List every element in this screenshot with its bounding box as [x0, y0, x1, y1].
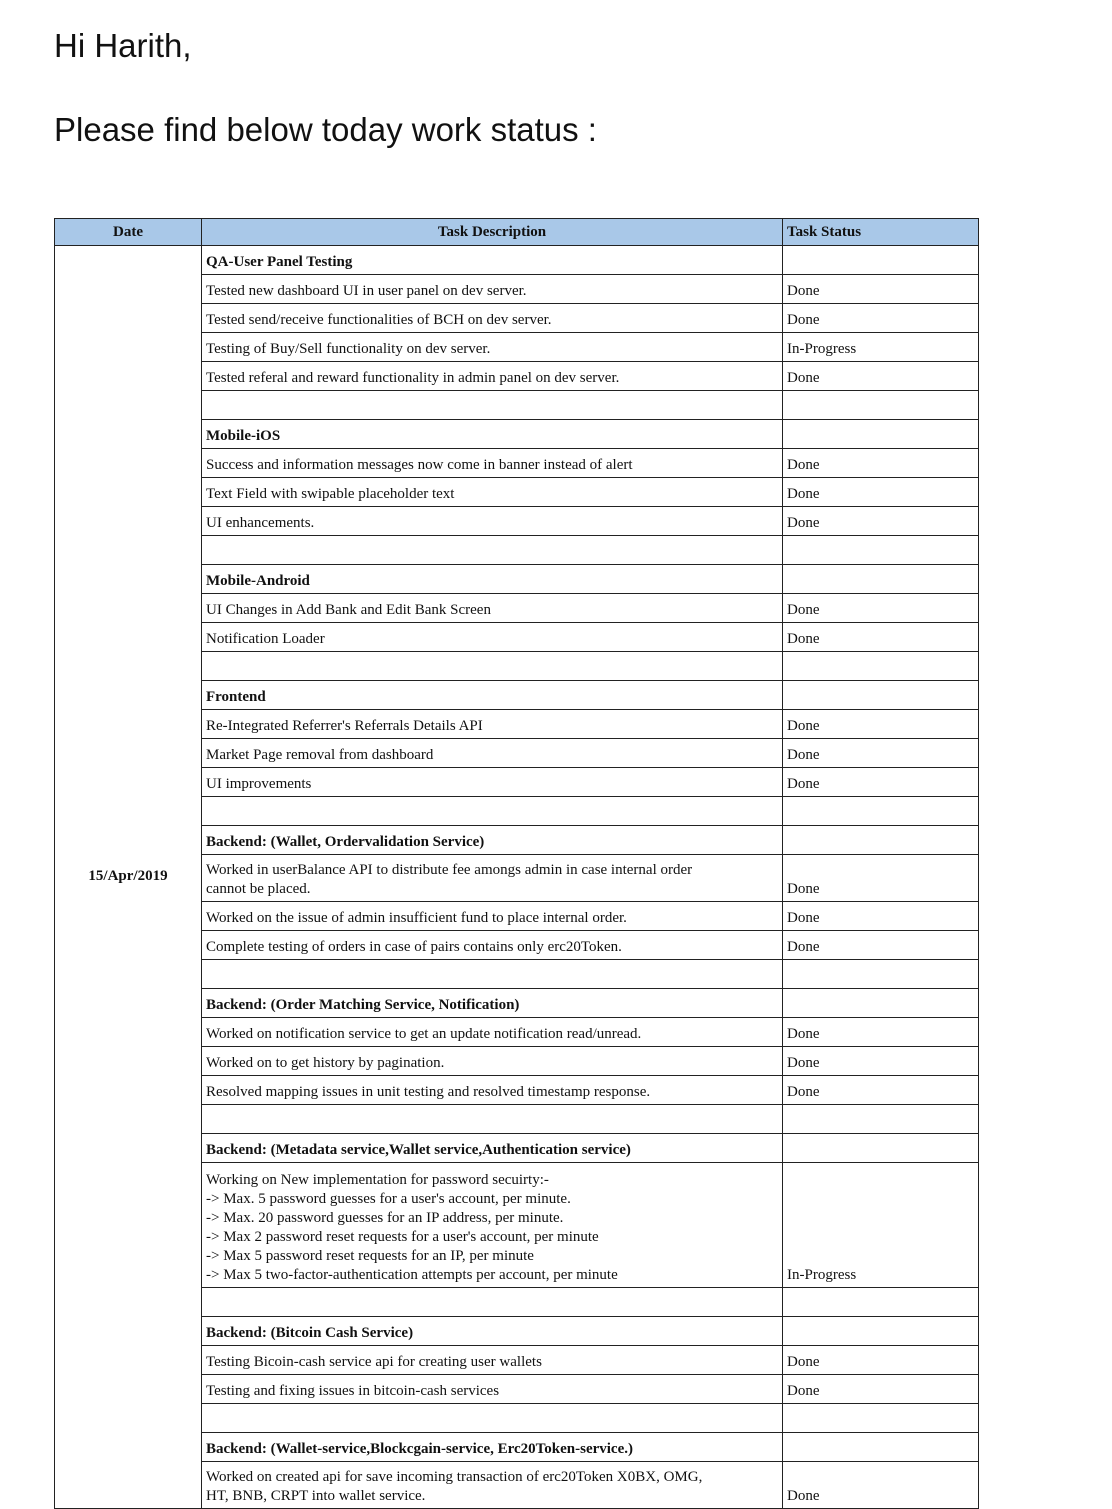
section-heading: QA-User Panel Testing — [202, 246, 783, 275]
section-heading-row — [55, 246, 979, 275]
task-description: Worked on to get history by pagination. — [202, 1047, 783, 1076]
task-description: UI improvements — [202, 768, 783, 797]
task-status — [783, 1404, 979, 1433]
task-description — [202, 960, 783, 989]
task-status: Done — [783, 304, 979, 333]
task-status: Done — [783, 275, 979, 304]
task-status — [783, 960, 979, 989]
task-status: Done — [783, 1462, 979, 1509]
task-status: Done — [783, 1346, 979, 1375]
section-heading: Backend: (Bitcoin Cash Service) — [202, 1317, 783, 1346]
task-description — [202, 391, 783, 420]
section-heading: Frontend — [202, 681, 783, 710]
task-status — [783, 420, 979, 449]
task-status — [783, 391, 979, 420]
task-description: Worked on notification service to get an update notification read/unread. — [202, 1018, 783, 1047]
task-status: Done — [783, 931, 979, 960]
task-status — [783, 1134, 979, 1163]
task-status — [783, 246, 979, 275]
task-description: Testing Bicoin-cash service api for creating user wallets — [202, 1346, 783, 1375]
task-description — [202, 1105, 783, 1134]
task-description — [202, 536, 783, 565]
task-status: Done — [783, 478, 979, 507]
task-status — [783, 1433, 979, 1462]
task-status: Done — [783, 1047, 979, 1076]
task-status: Done — [783, 594, 979, 623]
intro-text: Please find below today work status : — [54, 111, 597, 148]
task-description: UI Changes in Add Bank and Edit Bank Screen — [202, 594, 783, 623]
task-status: Done — [783, 710, 979, 739]
task-status — [783, 826, 979, 855]
task-description: Resolved mapping issues in unit testing and resolved timestamp response. — [202, 1076, 783, 1105]
task-status: Done — [783, 768, 979, 797]
task-description — [202, 1404, 783, 1433]
task-description — [202, 652, 783, 681]
header-task-description: Task Description — [202, 219, 783, 246]
task-status — [783, 565, 979, 594]
task-description: Working on New implementation for password secuirty:- -> Max. 5 password guesses for a user's account, per minute. -> Max. 20 password guesses for an IP address, per minute. -> Max 2 password reset requests for a user's account, per minute -> Max 5 password reset requests for an IP, per minute -> Max 5 two-factor-authentication attempts per account, per minute — [202, 1163, 783, 1288]
task-status: Done — [783, 362, 979, 391]
task-description: Success and information messages now come in banner instead of alert — [202, 449, 783, 478]
task-status: Done — [783, 902, 979, 931]
task-description: Re-Integrated Referrer's Referrals Details API — [202, 710, 783, 739]
task-status: In-Progress — [783, 333, 979, 362]
task-description: Worked on created api for save incoming transaction of erc20Token X0BX, OMG, HT, BNB, CRPT into wallet service. — [202, 1462, 783, 1509]
section-heading: Backend: (Wallet, Ordervalidation Service) — [202, 826, 783, 855]
task-description: Tested new dashboard UI in user panel on dev server. — [202, 275, 783, 304]
task-description: UI enhancements. — [202, 507, 783, 536]
task-description: Complete testing of orders in case of pairs contains only erc20Token. — [202, 931, 783, 960]
task-description: Worked in userBalance API to distribute fee amongs admin in case internal order cannot be placed. — [202, 855, 783, 902]
task-status — [783, 989, 979, 1018]
date-cell: 15/Apr/2019 — [55, 246, 202, 1509]
task-status: Done — [783, 1018, 979, 1047]
table-header-row — [55, 219, 979, 246]
section-heading: Backend: (Metadata service,Wallet service,Authentication service) — [202, 1134, 783, 1163]
header-task-status: Task Status — [783, 219, 979, 246]
task-status — [783, 1288, 979, 1317]
task-description — [202, 797, 783, 826]
task-description: Worked on the issue of admin insufficient fund to place internal order. — [202, 902, 783, 931]
section-heading: Mobile-iOS — [202, 420, 783, 449]
task-status — [783, 797, 979, 826]
section-heading: Backend: (Order Matching Service, Notification) — [202, 989, 783, 1018]
task-status: Done — [783, 1375, 979, 1404]
table-body — [55, 246, 979, 1509]
task-description: Testing of Buy/Sell functionality on dev server. — [202, 333, 783, 362]
task-status: Done — [783, 855, 979, 902]
task-description — [202, 1288, 783, 1317]
task-status: Done — [783, 1076, 979, 1105]
work-status-table — [54, 218, 979, 1509]
task-status — [783, 536, 979, 565]
task-description: Testing and fixing issues in bitcoin-cash services — [202, 1375, 783, 1404]
header-date: Date — [55, 219, 202, 246]
task-status: Done — [783, 739, 979, 768]
section-heading: Backend: (Wallet-service,Blockcgain-service, Erc20Token-service.) — [202, 1433, 783, 1462]
greeting: Hi Harith, — [54, 27, 192, 64]
task-status — [783, 1317, 979, 1346]
task-status — [783, 1105, 979, 1134]
task-status — [783, 681, 979, 710]
task-description: Tested referal and reward functionality in admin panel on dev server. — [202, 362, 783, 391]
task-status: Done — [783, 507, 979, 536]
task-description: Notification Loader — [202, 623, 783, 652]
task-description: Text Field with swipable placeholder text — [202, 478, 783, 507]
task-status: Done — [783, 623, 979, 652]
task-description: Market Page removal from dashboard — [202, 739, 783, 768]
task-status — [783, 652, 979, 681]
task-status: Done — [783, 449, 979, 478]
task-status: In-Progress — [783, 1163, 979, 1288]
task-description: Tested send/receive functionalities of BCH on dev server. — [202, 304, 783, 333]
section-heading: Mobile-Android — [202, 565, 783, 594]
